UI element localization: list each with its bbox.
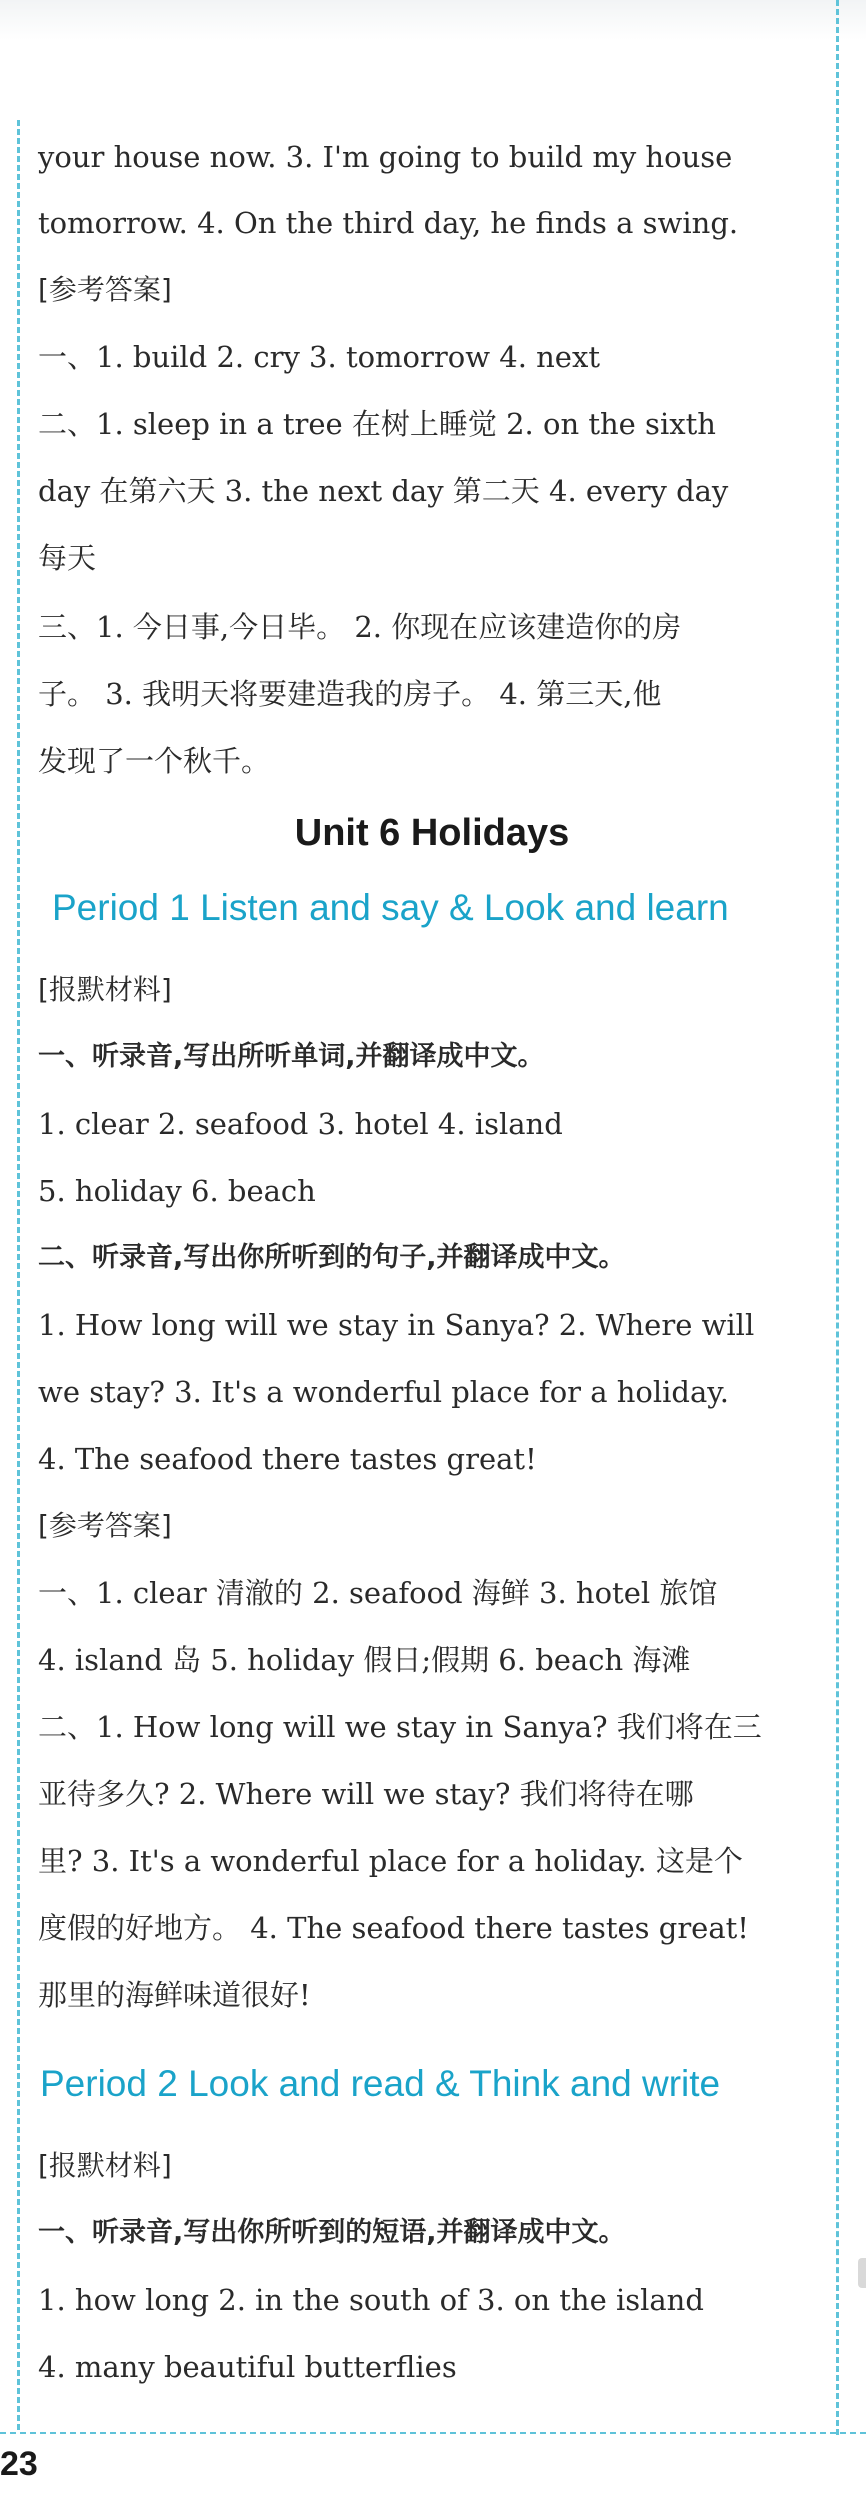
text-line: 一、1. clear 清澈的 2. seafood 海鲜 3. hotel 旅馆 bbox=[38, 1576, 718, 1610]
text-line: 那里的海鲜味道很好! bbox=[38, 1978, 311, 2012]
text-line: day 在第六天 3. the next day 第二天 4. every day bbox=[38, 474, 729, 508]
text-line: 5. holiday 6. beach bbox=[38, 1174, 316, 1208]
text-line: 二、1. sleep in a tree 在树上睡觉 2. on the sixth bbox=[38, 407, 716, 441]
text-line: 子。 3. 我明天将要建造我的房子。 4. 第三天,他 bbox=[38, 677, 662, 711]
answer-label: [参考答案] bbox=[38, 273, 172, 306]
text-line: tomorrow. 4. On the third day, he finds a swing. bbox=[38, 206, 739, 240]
top-shade bbox=[0, 0, 866, 40]
material-label: [报默材料] bbox=[38, 973, 172, 1006]
text-line: 每天 bbox=[38, 541, 97, 575]
left-dashed-rule bbox=[17, 120, 20, 2430]
text-line: 度假的好地方。 4. The seafood there tastes great! bbox=[38, 1911, 749, 1945]
text-line: 4. many beautiful butterflies bbox=[38, 2350, 457, 2384]
text-line: 三、1. 今日事,今日毕。 2. 你现在应该建造你的房 bbox=[38, 610, 682, 644]
bottom-dashed-rule bbox=[0, 2432, 866, 2434]
period-1-heading: Period 1 Listen and say & Look and learn bbox=[52, 887, 729, 928]
text-line: 二、1. How long will we stay in Sanya? 我们将在三 bbox=[38, 1710, 762, 1744]
answer-label: [参考答案] bbox=[38, 1509, 172, 1542]
unit-title: Unit 6 Holidays bbox=[294, 812, 570, 854]
page-number: 23 bbox=[0, 2445, 38, 2483]
period-2-heading: Period 2 Look and read & Think and write bbox=[40, 2063, 721, 2104]
side-tab-mark bbox=[858, 2258, 866, 2288]
text-line: 一、1. build 2. cry 3. tomorrow 4. next bbox=[38, 340, 600, 374]
section-heading: 一、听录音,写出你所听到的短语,并翻译成中文。 bbox=[38, 2217, 626, 2248]
text-line: we stay? 3. It's a wonderful place for a holiday. bbox=[38, 1375, 730, 1409]
text-line: 1. how long 2. in the south of 3. on the island bbox=[38, 2283, 704, 2317]
text-line: 里? 3. It's a wonderful place for a holiday. 这是个 bbox=[38, 1844, 743, 1878]
text-line: your house now. 3. I'm going to build my house bbox=[38, 140, 733, 174]
text-line: 1. How long will we stay in Sanya? 2. Where will bbox=[38, 1308, 755, 1342]
text-line: 发现了一个秋千。 bbox=[38, 744, 271, 778]
text-line: 亚待多久? 2. Where will we stay? 我们将待在哪 bbox=[38, 1777, 694, 1811]
material-label: [报默材料] bbox=[38, 2149, 172, 2182]
text-line: 4. island 岛 5. holiday 假日;假期 6. beach 海滩 bbox=[38, 1643, 691, 1677]
text-line: 4. The seafood there tastes great! bbox=[38, 1442, 537, 1476]
section-heading: 一、听录音,写出所听单词,并翻译成中文。 bbox=[38, 1041, 545, 1072]
text-line: 1. clear 2. seafood 3. hotel 4. island bbox=[38, 1107, 563, 1141]
section-heading: 二、听录音,写出你所听到的句子,并翻译成中文。 bbox=[38, 1242, 626, 1273]
